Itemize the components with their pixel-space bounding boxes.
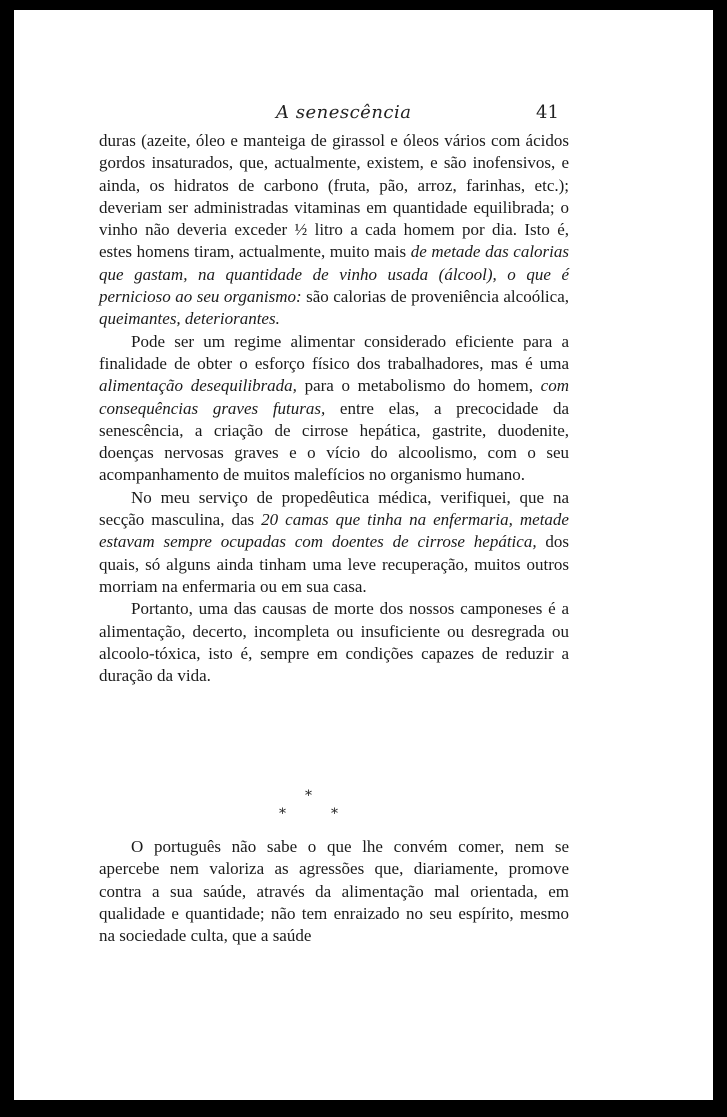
paragraph-3 — [99, 487, 569, 598]
text-run: duras (azeite, óleo e manteiga de girassol e óleos vários com ácidos gordos insaturados, que, actualmente, existem, e são inofensivos, e ainda, os hidratos de carbono (fruta, pão, arroz, farinhas, etc.); deveriam ser administradas vitaminas em quantidade equilibrada; o vinho não deveria exceder ½ litro a cada homem por dia. Isto é, estes homens tiram, actualmente, muito mais — [99, 131, 569, 262]
separator-star: * — [279, 806, 286, 822]
italic-run: com consequências graves futuras, — [99, 376, 569, 418]
italic-run: queimantes, deteriorantes. — [99, 309, 280, 329]
text-run: para o metabolismo do homem, — [296, 376, 541, 396]
separator-star: * — [305, 788, 312, 804]
italic-run: de metade das calorias que gastam, na quantidade de vinho usada (álcool), o que é pernicioso ao seu organismo: — [99, 242, 569, 307]
paragraph-1 — [99, 130, 569, 331]
body-text — [99, 130, 569, 687]
italic-run: 20 camas que tinha na enfermaria, metade estavam sempre ocupadas com doentes de cirrose hepática, — [99, 510, 569, 552]
body-text-section-2 — [99, 836, 569, 947]
paragraph-5 — [99, 836, 569, 947]
text-run: O português não sabe o que lhe convém comer, nem se apercebe nem valoriza as agressões que, diariamente, promove contra a sua saúde, através da alimentação mal orientada, em qualidade e quantidade; não tem enraizado no seu espírito, mesmo na sociedade culta, que a saúde — [99, 837, 569, 946]
running-title: A senescência — [276, 102, 412, 123]
text-run: dos quais, só alguns ainda tinham uma leve recuperação, muitos outros morriam na enfermaria ou em sua casa. — [99, 532, 569, 596]
separator-star: * — [331, 806, 338, 822]
text-run: Portanto, uma das causas de morte dos nossos camponeses é a alimentação, decerto, incompleta ou insuficiente ou desregrada ou alcoolo-tóxica, isto é, sempre em condições capazes de reduzir a duração da vida. — [99, 599, 569, 686]
page-header — [14, 102, 713, 126]
italic-run: alimentação desequilibrada, — [99, 376, 297, 396]
book-page — [14, 10, 713, 1100]
page-number: 41 — [536, 102, 559, 123]
text-run: No meu serviço de propedêutica médica, verifiquei, que na secção masculina, das — [99, 487, 569, 530]
paragraph-2 — [99, 331, 569, 487]
paragraph-4 — [99, 598, 569, 687]
text-run: Pode ser um regime alimentar considerado eficiente para a finalidade de obter o esforço físico dos trabalhadores, mas é uma — [99, 331, 569, 373]
text-run: são calorias de proveniência alcoólica, — [301, 287, 569, 307]
text-run: entre elas, a precocidade da senescência, a criação de cirrose hepática, gastrite, duodenite, doenças nervosas graves e o vício do alcoolismo, com o seu acompanhamento de muitos malefícios no organismo humano. — [99, 398, 569, 485]
